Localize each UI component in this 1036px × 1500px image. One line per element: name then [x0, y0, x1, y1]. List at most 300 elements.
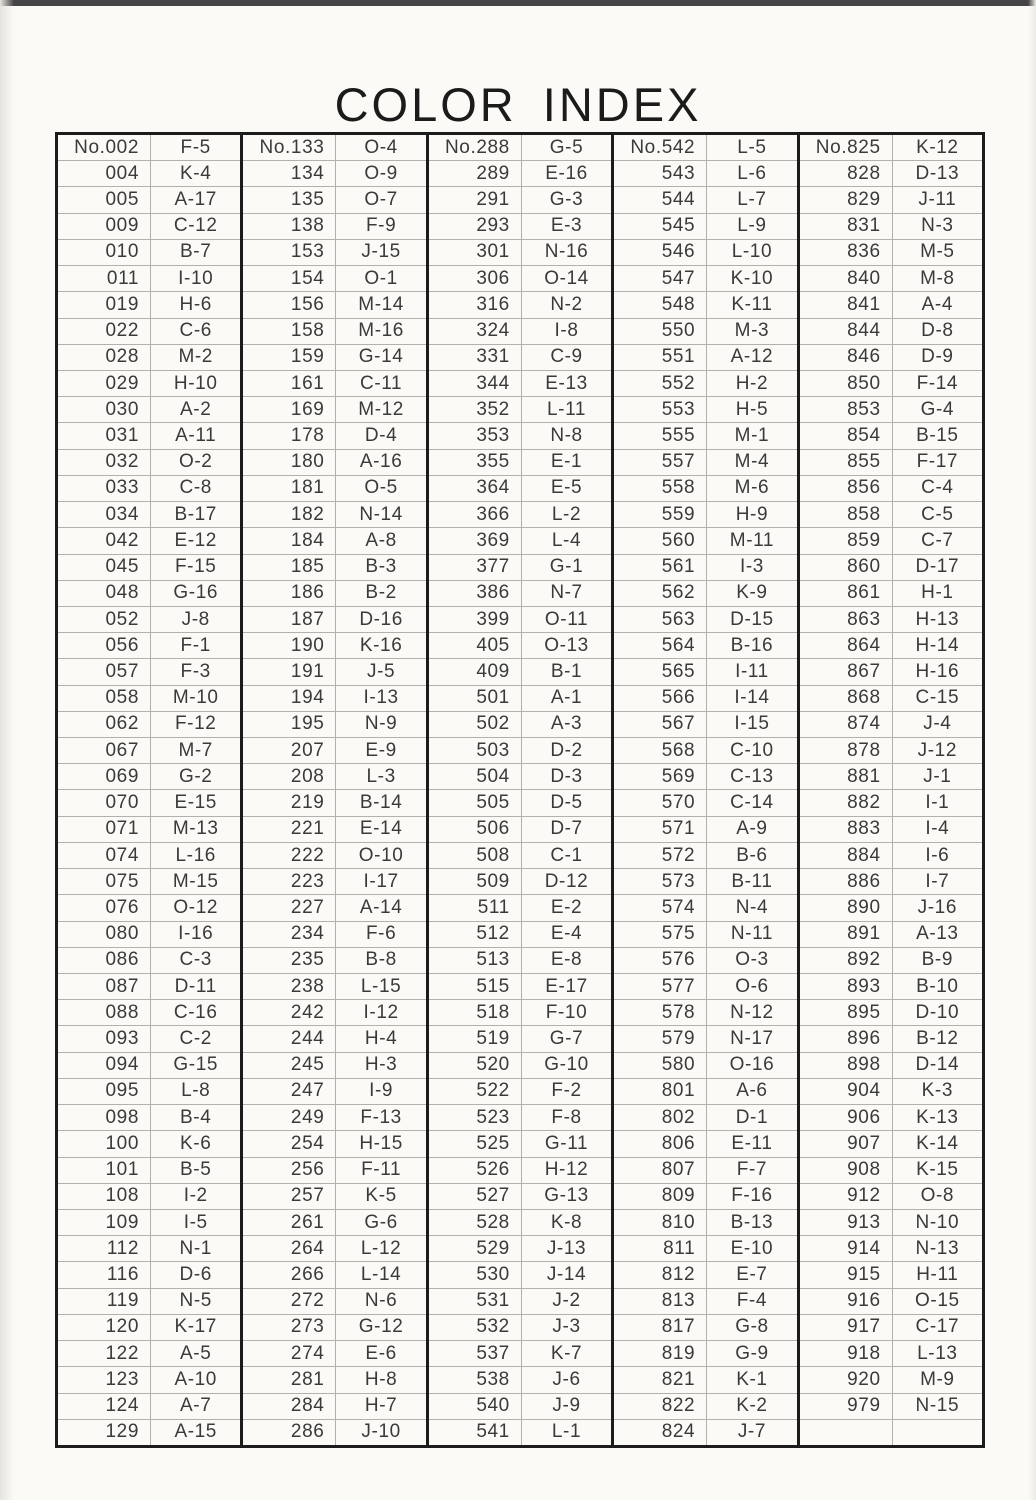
color-number-cell: 071 [58, 817, 151, 842]
color-number-cell: 545 [614, 214, 707, 239]
table-row [58, 1394, 240, 1420]
table-row [429, 371, 611, 397]
color-number-cell: 274 [243, 1341, 336, 1366]
color-number-cell: 331 [429, 345, 522, 370]
color-number-cell: 809 [614, 1184, 707, 1209]
color-number-cell: 191 [243, 659, 336, 684]
table-row [429, 633, 611, 659]
table-row [800, 1131, 982, 1157]
table-row [800, 1236, 982, 1262]
table-row [429, 686, 611, 712]
color-code-cell: F-2 [551, 1080, 582, 1102]
color-code-cell: H-3 [364, 1054, 398, 1076]
table-row [58, 135, 240, 161]
table-row [429, 345, 611, 371]
table-row [243, 1105, 425, 1131]
color-code-cell: O-9 [364, 162, 398, 184]
table-row [614, 450, 796, 476]
color-number-cell: 530 [429, 1262, 522, 1287]
color-number-cell: 289 [429, 161, 522, 186]
color-code-cell: A-6 [736, 1080, 768, 1102]
table-row [429, 1236, 611, 1262]
table-row [800, 319, 982, 345]
table-row [614, 1420, 796, 1445]
color-code-cell: K-16 [359, 634, 403, 656]
color-code-cell: H-10 [173, 372, 218, 394]
color-code-cell: G-3 [549, 189, 584, 211]
color-number-cell: 219 [243, 790, 336, 815]
color-code-cell: F-15 [174, 556, 217, 578]
color-code-cell: C-1 [550, 844, 583, 866]
color-number-cell: 550 [614, 319, 707, 344]
page-title: COLOR INDEX [334, 78, 702, 132]
color-code-cell: H-14 [915, 634, 960, 656]
table-column-group-5 [797, 135, 982, 1445]
color-number-cell: 094 [58, 1053, 151, 1078]
table-row [800, 974, 982, 1000]
color-code-cell: F-1 [180, 634, 211, 656]
table-row [800, 450, 982, 476]
table-row [58, 790, 240, 816]
table-row [614, 240, 796, 266]
color-number-cell: 553 [614, 397, 707, 422]
table-row [58, 528, 240, 554]
color-number-cell: 273 [243, 1315, 336, 1340]
table-row [243, 1158, 425, 1184]
table-row [243, 266, 425, 292]
table-row [58, 581, 240, 607]
table-row [243, 1289, 425, 1315]
color-number-cell: 846 [800, 345, 893, 370]
color-code-cell: J-10 [361, 1421, 401, 1443]
color-number-cell: 086 [58, 948, 151, 973]
color-number-cell: 009 [58, 214, 151, 239]
color-number-cell: 272 [243, 1289, 336, 1314]
table-row [243, 1000, 425, 1026]
color-number-cell: 520 [429, 1053, 522, 1078]
table-row [614, 187, 796, 213]
color-code-cell: I-3 [739, 556, 764, 578]
color-number-cell: 541 [429, 1420, 522, 1445]
color-code-cell: G-6 [364, 1211, 398, 1233]
table-row [800, 764, 982, 790]
color-code-cell: L-13 [917, 1342, 958, 1364]
color-number-cell: 572 [614, 843, 707, 868]
color-code-cell: F-8 [551, 1106, 582, 1128]
color-number-cell: 555 [614, 423, 707, 448]
table-row [58, 345, 240, 371]
color-code-cell: L-2 [551, 503, 582, 525]
color-number-cell: 506 [429, 817, 522, 842]
color-number-cell: 915 [800, 1262, 893, 1287]
table-row [58, 450, 240, 476]
color-number-cell: 122 [58, 1341, 151, 1366]
table-row [243, 1367, 425, 1393]
table-row [800, 397, 982, 423]
color-number-cell: 509 [429, 869, 522, 894]
table-row [800, 555, 982, 581]
color-number-cell: 161 [243, 371, 336, 396]
color-number-cell: 266 [243, 1262, 336, 1287]
color-code-cell: M-8 [920, 267, 955, 289]
color-number-cell: 112 [58, 1236, 151, 1261]
color-number-cell: 182 [243, 502, 336, 527]
color-code-cell: N-17 [730, 1028, 774, 1050]
table-row [243, 764, 425, 790]
color-number-cell: 235 [243, 948, 336, 973]
color-code-cell: O-14 [544, 267, 589, 289]
table-row [58, 161, 240, 187]
table-row [58, 266, 240, 292]
color-number-cell: 223 [243, 869, 336, 894]
color-number-cell: 850 [800, 371, 893, 396]
color-code-cell: G-14 [358, 346, 404, 368]
color-number-cell: 840 [800, 266, 893, 291]
color-code-cell: J-15 [361, 241, 401, 263]
table-row [614, 319, 796, 345]
table-row [243, 843, 425, 869]
color-code-cell: D-5 [550, 792, 583, 814]
table-row [429, 843, 611, 869]
table-row [429, 319, 611, 345]
color-code-cell: C-8 [179, 477, 212, 499]
color-number-cell: 884 [800, 843, 893, 868]
color-code-cell: C-14 [730, 792, 774, 814]
color-number-cell: 907 [800, 1131, 893, 1156]
color-number-cell: 301 [429, 240, 522, 265]
color-code-cell: C-2 [179, 1028, 212, 1050]
color-code-cell: M-14 [358, 293, 404, 315]
color-code-cell: L-16 [175, 844, 216, 866]
color-number-cell: 529 [429, 1236, 522, 1261]
table-row [614, 1079, 796, 1105]
color-code-cell: N-12 [730, 1001, 774, 1023]
color-number-cell: 548 [614, 292, 707, 317]
color-number-cell: 523 [429, 1105, 522, 1130]
table-row [800, 1000, 982, 1026]
color-number-cell: 537 [429, 1341, 522, 1366]
color-number-cell: 032 [58, 450, 151, 475]
color-number-cell: 138 [243, 214, 336, 239]
color-code-cell: E-10 [730, 1237, 774, 1259]
color-code-cell: E-12 [174, 529, 217, 551]
color-code-cell: K-11 [731, 293, 773, 315]
table-row [800, 161, 982, 187]
table-row [243, 817, 425, 843]
table-row [800, 790, 982, 816]
color-number-cell: 178 [243, 423, 336, 448]
table-row [429, 1131, 611, 1157]
color-code-cell: D-6 [179, 1264, 212, 1286]
color-code-cell: N-5 [179, 1290, 212, 1312]
color-number-cell: 190 [243, 633, 336, 658]
color-number-cell: 080 [58, 922, 151, 947]
color-number-cell: 567 [614, 712, 707, 737]
color-code-cell: K-12 [916, 136, 959, 158]
color-number-cell: 093 [58, 1026, 151, 1051]
color-code-cell: E-16 [545, 162, 588, 184]
table-row [58, 555, 240, 581]
table-row [614, 633, 796, 659]
color-code-cell: L-15 [360, 975, 402, 997]
color-number-cell: 399 [429, 607, 522, 632]
color-number-cell: 186 [243, 581, 336, 606]
color-code-cell: D-7 [550, 818, 583, 840]
table-row [614, 292, 796, 318]
color-number-cell: 120 [58, 1315, 151, 1340]
color-code-cell: N-16 [544, 241, 589, 263]
table-row [243, 1026, 425, 1052]
table-row [800, 214, 982, 240]
color-code-cell: K-8 [550, 1211, 583, 1233]
color-code-cell: K-2 [736, 1395, 768, 1417]
color-code-cell: A-9 [736, 818, 768, 840]
color-number-cell: No.288 [429, 135, 522, 160]
color-code-cell: D-1 [735, 1106, 769, 1128]
table-row [429, 528, 611, 554]
color-code-cell: D-4 [364, 425, 398, 447]
color-number-cell: 194 [243, 686, 336, 711]
color-code-cell: A-10 [174, 1368, 217, 1390]
table-row [800, 266, 982, 292]
color-number-cell: 563 [614, 607, 707, 632]
color-code-cell: I-4 [925, 818, 950, 840]
table-row [243, 607, 425, 633]
color-number-cell: 076 [58, 895, 151, 920]
table-row [429, 187, 611, 213]
color-number-cell: 810 [614, 1210, 707, 1235]
table-row [614, 1236, 796, 1262]
color-code-cell: A-4 [921, 293, 954, 315]
color-number-cell: 095 [58, 1079, 151, 1104]
table-row [243, 528, 425, 554]
table-row [614, 423, 796, 449]
table-row [429, 1420, 611, 1445]
color-code-cell: D-2 [550, 739, 583, 761]
table-row [800, 1026, 982, 1052]
table-row [58, 1184, 240, 1210]
table-row [614, 214, 796, 240]
table-row [614, 686, 796, 712]
color-number-cell: 557 [614, 450, 707, 475]
table-row [614, 1315, 796, 1341]
color-code-cell: H-6 [179, 293, 212, 315]
table-row [614, 1394, 796, 1420]
table-row [429, 502, 611, 528]
color-code-cell: J-5 [367, 660, 396, 682]
color-code-cell: M-10 [172, 687, 219, 709]
color-number-cell: 222 [243, 843, 336, 868]
table-row [800, 1420, 982, 1445]
color-number-cell: 291 [429, 187, 522, 212]
color-number-cell: 525 [429, 1131, 522, 1156]
color-number-cell: 234 [243, 922, 336, 947]
color-number-cell: 156 [243, 292, 336, 317]
color-number-cell: 528 [429, 1210, 522, 1235]
color-number-cell: 573 [614, 869, 707, 894]
color-code-cell: M-11 [729, 529, 775, 551]
color-code-cell: B-14 [359, 792, 403, 814]
color-code-cell: G-8 [735, 1316, 769, 1338]
table-row [429, 214, 611, 240]
color-code-cell: B-12 [916, 1028, 959, 1050]
color-number-cell: 881 [800, 764, 893, 789]
color-code-cell: L-9 [737, 215, 767, 237]
table-row [58, 240, 240, 266]
color-number-cell: 004 [58, 161, 151, 186]
color-code-cell: G-7 [549, 1028, 584, 1050]
table-row [614, 502, 796, 528]
table-column-group-2 [240, 135, 425, 1445]
table-row [800, 633, 982, 659]
color-code-cell: D-12 [544, 870, 589, 892]
table-row [58, 974, 240, 1000]
color-code-cell: H-12 [544, 1159, 589, 1181]
color-number-cell: 508 [429, 843, 522, 868]
color-number-cell: 181 [243, 476, 336, 501]
color-number-cell: 519 [429, 1026, 522, 1051]
table-row [800, 895, 982, 921]
color-code-cell: E-15 [174, 792, 217, 814]
table-row [243, 1341, 425, 1367]
color-number-cell: 022 [58, 319, 151, 344]
color-code-cell: B-10 [916, 975, 959, 997]
color-code-cell: N-8 [550, 425, 583, 447]
color-code-cell: C-17 [915, 1316, 960, 1338]
color-code-cell: M-9 [920, 1368, 955, 1390]
table-row [614, 1053, 796, 1079]
color-number-cell: 918 [800, 1341, 893, 1366]
table-row [614, 345, 796, 371]
table-row [429, 790, 611, 816]
color-code-cell: I-8 [554, 320, 579, 342]
color-code-cell: L-1 [551, 1421, 582, 1443]
color-code-cell: N-3 [921, 215, 954, 237]
color-code-cell: J-4 [923, 713, 952, 735]
color-number-cell: 883 [800, 817, 893, 842]
color-code-cell: N-7 [550, 582, 583, 604]
table-row [429, 817, 611, 843]
table-row [800, 1053, 982, 1079]
table-row [800, 607, 982, 633]
color-number-cell: 005 [58, 187, 151, 212]
color-code-cell: D-11 [174, 975, 217, 997]
color-number-cell: 806 [614, 1131, 707, 1156]
table-row [243, 345, 425, 371]
color-number-cell: 576 [614, 948, 707, 973]
color-number-cell: 306 [429, 266, 522, 291]
color-number-cell: 854 [800, 423, 893, 448]
color-number-cell: 890 [800, 895, 893, 920]
color-number-cell: 898 [800, 1053, 893, 1078]
color-number-cell: 914 [800, 1236, 893, 1261]
color-number-cell: 355 [429, 450, 522, 475]
color-number-cell: 109 [58, 1210, 151, 1235]
color-number-cell: 101 [58, 1158, 151, 1183]
color-number-cell: 352 [429, 397, 522, 422]
color-code-cell: C-5 [921, 503, 954, 525]
color-number-cell: 916 [800, 1289, 893, 1314]
table-row [614, 581, 796, 607]
color-number-cell: 540 [429, 1394, 522, 1419]
color-number-cell: 238 [243, 974, 336, 999]
color-code-cell: J-1 [923, 765, 952, 787]
color-code-cell: B-17 [174, 503, 217, 525]
color-code-cell: G-1 [549, 556, 584, 578]
color-code-cell: F-6 [365, 923, 397, 945]
color-number-cell: 575 [614, 922, 707, 947]
color-code-cell: E-9 [365, 739, 397, 761]
color-code-cell: L-11 [547, 398, 587, 420]
color-code-cell: I-2 [183, 1185, 208, 1207]
color-number-cell: 864 [800, 633, 893, 658]
table-row [614, 659, 796, 685]
color-number-cell: 908 [800, 1158, 893, 1183]
color-number-cell: 511 [429, 895, 522, 920]
table-row [800, 948, 982, 974]
color-code-cell: A-13 [916, 923, 959, 945]
color-code-cell: O-11 [544, 608, 589, 630]
color-code-cell: M-4 [734, 451, 770, 473]
table-row [614, 1367, 796, 1393]
color-code-cell: A-2 [180, 398, 212, 420]
color-number-cell: 538 [429, 1367, 522, 1392]
color-code-cell: L-4 [551, 529, 582, 551]
color-number-cell: 098 [58, 1105, 151, 1130]
color-code-cell: C-10 [730, 739, 774, 761]
color-code-cell: F-5 [180, 136, 211, 158]
color-code-cell: E-4 [550, 923, 583, 945]
color-number-cell: 526 [429, 1158, 522, 1183]
color-number-cell: 366 [429, 502, 522, 527]
color-code-cell: J-11 [918, 189, 957, 211]
color-code-cell: I-7 [925, 870, 950, 892]
color-code-cell: J-7 [737, 1421, 767, 1443]
color-code-cell: F-4 [736, 1290, 768, 1312]
color-number-cell: 264 [243, 1236, 336, 1261]
color-code-cell: A-14 [359, 896, 403, 918]
color-code-cell: C-4 [921, 477, 954, 499]
color-number-cell: 019 [58, 292, 151, 317]
color-number-cell: 543 [614, 161, 707, 186]
table-row [58, 843, 240, 869]
color-code-cell: B-4 [180, 1106, 212, 1128]
table-row [429, 476, 611, 502]
color-code-cell: B-1 [550, 660, 583, 682]
table-row [243, 895, 425, 921]
table-row [800, 1158, 982, 1184]
table-row [429, 869, 611, 895]
color-number-cell: 293 [429, 214, 522, 239]
color-number-cell [800, 1420, 893, 1445]
color-number-cell: 405 [429, 633, 522, 658]
color-number-cell: 858 [800, 502, 893, 527]
color-code-cell: I-16 [178, 923, 214, 945]
table-row [800, 1315, 982, 1341]
table-row [800, 345, 982, 371]
color-code-cell: G-5 [549, 136, 584, 158]
color-number-cell: 208 [243, 764, 336, 789]
table-column-group-1 [58, 135, 240, 1445]
table-row [243, 790, 425, 816]
table-row [58, 712, 240, 738]
table-row [58, 502, 240, 528]
color-number-cell: 580 [614, 1053, 707, 1078]
color-code-cell: C-13 [730, 765, 774, 787]
color-code-cell: F-9 [365, 215, 397, 237]
color-number-cell: 811 [614, 1236, 707, 1261]
table-row [243, 581, 425, 607]
